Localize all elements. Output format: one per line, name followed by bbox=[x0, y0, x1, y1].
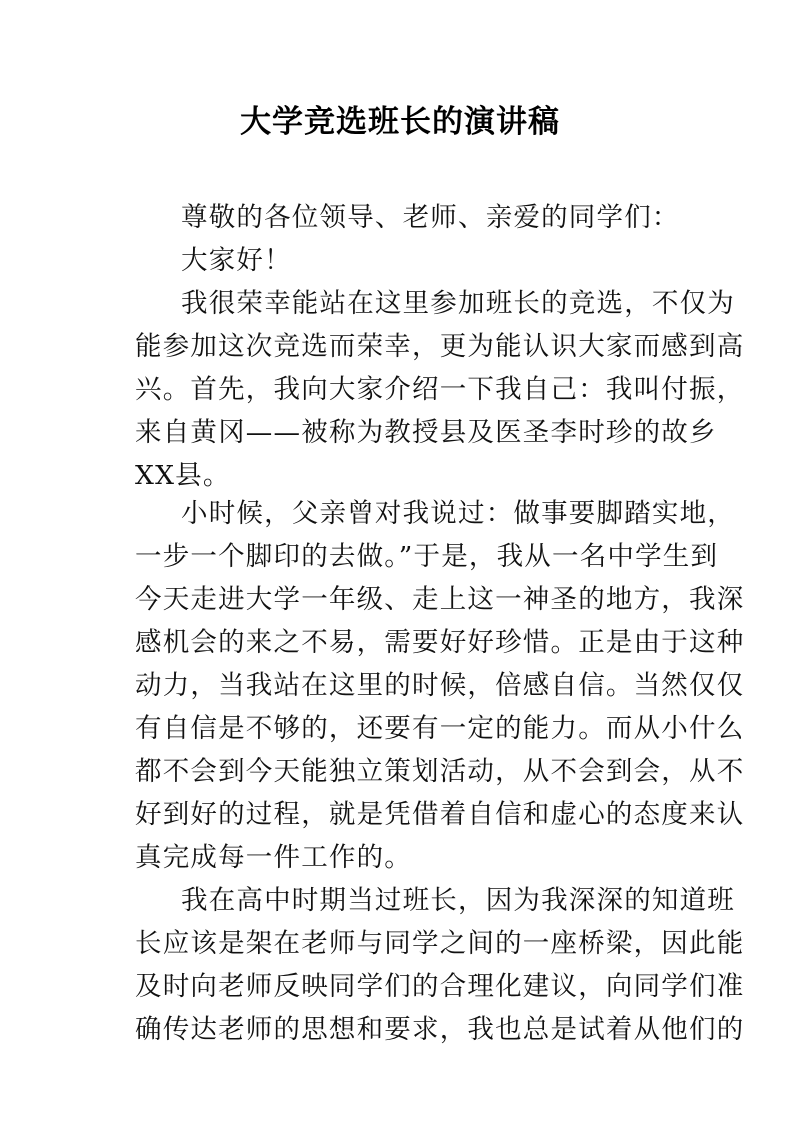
text-line: 我在高中时期当过班长，因为我深深的知道班 bbox=[181, 885, 735, 916]
text-line: 来自黄冈——被称为教授县及医圣李时珍的故乡 bbox=[135, 417, 717, 448]
text-line: 确传达老师的思想和要求，我也总是试着从他们的 bbox=[135, 1014, 745, 1045]
text-line: 真完成每一件工作的。 bbox=[135, 842, 412, 873]
text-line: 有自信是不够的，还要有一定的能力。而从小什么 bbox=[135, 713, 745, 744]
text-line: XX县。 bbox=[135, 460, 231, 491]
text-line: 动力，当我站在这里的时候，倍感自信。当然仅仅 bbox=[135, 670, 745, 701]
text-line: 小时候，父亲曾对我说过：做事要脚踏实地， bbox=[181, 498, 735, 529]
text-line: 能参加这次竞选而荣幸，更为能认识大家而感到高 bbox=[135, 331, 745, 362]
document-title: 大学竞选班长的演讲稿 bbox=[240, 104, 560, 140]
text-line: 感机会的来之不易，需要好好珍惜。正是由于这种 bbox=[135, 627, 745, 658]
text-line: 都不会到今天能独立策划活动，从不会到会，从不 bbox=[135, 756, 745, 787]
text-line: 及时向老师反映同学们的合理化建议，向同学们准 bbox=[135, 971, 745, 1002]
text-line: 我很荣幸能站在这里参加班长的竞选，不仅为 bbox=[181, 288, 735, 319]
text-line: 大家好！ bbox=[181, 245, 292, 276]
text-line: 尊敬的各位领导、老师、亲爱的同学们： bbox=[181, 202, 680, 233]
text-line: 长应该是架在老师与同学之间的一座桥梁，因此能 bbox=[135, 928, 745, 959]
text-line: 一步一个脚印的去做。”于是，我从一名中学生到 bbox=[135, 541, 719, 572]
text-line: 好到好的过程，就是凭借着自信和虚心的态度来认 bbox=[135, 799, 745, 830]
text-line: 今天走进大学一年级、走上这一神圣的地方，我深 bbox=[135, 584, 745, 615]
text-line: 兴。首先，我向大家介绍一下我自己：我叫付振， bbox=[135, 374, 745, 405]
